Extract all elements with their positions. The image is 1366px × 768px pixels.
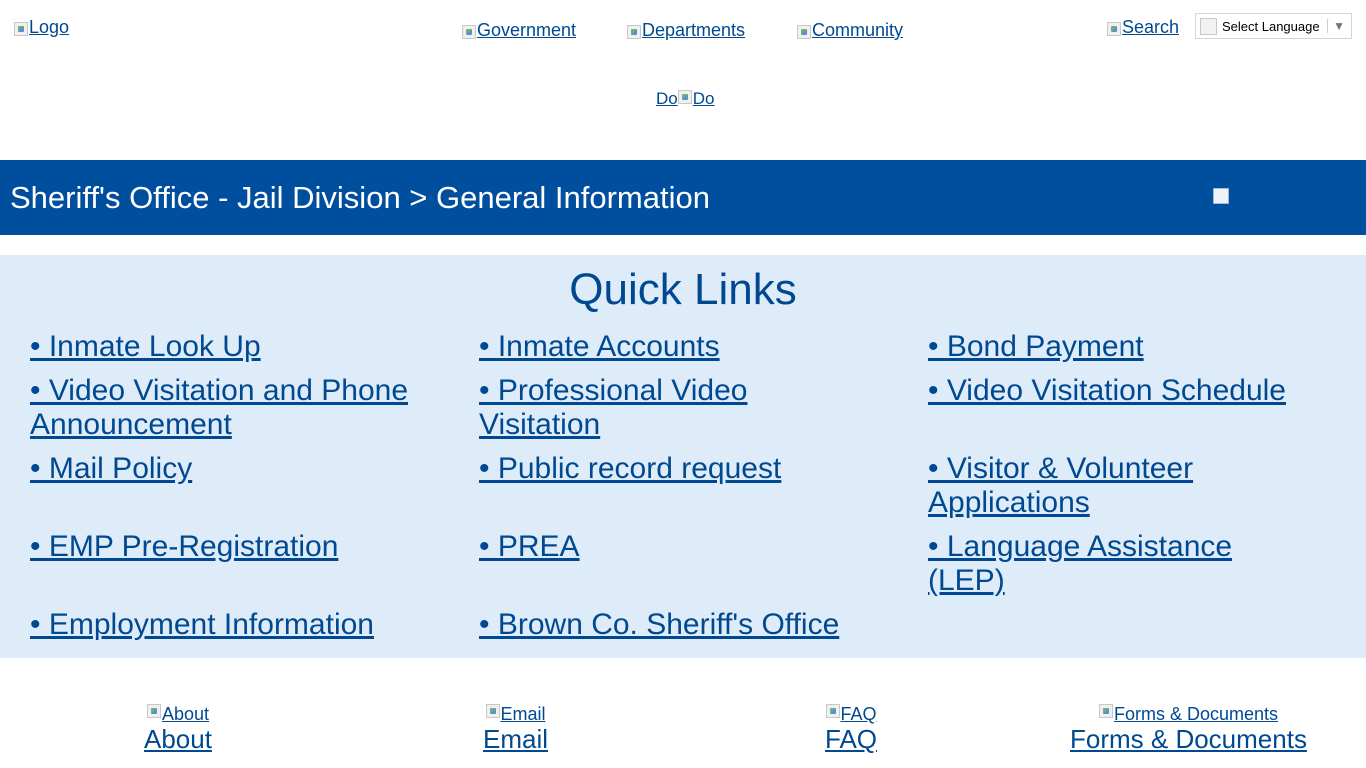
quick-link-emp-pre-registration[interactable]: • EMP Pre-Registration	[30, 530, 339, 563]
quick-link-visitor-volunteer-applications[interactable]: • Visitor & Volunteer Applications	[928, 452, 1194, 519]
dropdown-arrow-icon: ▼	[1327, 19, 1345, 33]
google-translate-icon	[1200, 18, 1217, 35]
about-image	[144, 704, 212, 724]
departments-image-icon	[627, 25, 641, 39]
quick-link-public-record-request[interactable]: • Public record request	[479, 452, 782, 485]
banner-image-icon	[1213, 188, 1229, 204]
center-icon-link-1[interactable]	[656, 89, 678, 109]
nav-community-label: Community	[812, 20, 904, 40]
forms-documents-image	[1070, 704, 1307, 724]
quick-link-bond-payment[interactable]: • Bond Payment	[928, 330, 1144, 363]
logo-link[interactable]	[14, 17, 69, 38]
quick-link-video-visitation-phone[interactable]: • Video Visitation and Phone Announcement	[30, 374, 409, 441]
search-image-icon	[1107, 22, 1121, 36]
footer-forms-documents-label: Forms & Documents	[1070, 724, 1307, 754]
nav-departments-label: Departments	[642, 20, 746, 40]
center-icon-label-2: Do	[692, 89, 715, 108]
community-image-icon	[797, 25, 811, 39]
footer-about-link[interactable]	[144, 704, 212, 754]
quick-link-prea[interactable]: • PREA	[479, 530, 580, 563]
quick-link-video-visitation-schedule[interactable]: • Video Visitation Schedule	[928, 374, 1286, 407]
nav-government-label: Government	[477, 20, 577, 40]
forms-documents-alt-text: Forms & Documents	[1113, 704, 1278, 724]
nav-departments-link[interactable]	[627, 20, 745, 41]
search-alt-text: Search	[1122, 17, 1180, 37]
nav-government-link[interactable]	[462, 20, 576, 41]
footer-about-label: About	[144, 724, 212, 754]
page-title: Sheriff's Office - Jail Division > General Information	[10, 180, 710, 215]
quick-link-mail-policy[interactable]: • Mail Policy	[30, 452, 193, 485]
quick-link-inmate-accounts[interactable]: • Inmate Accounts	[479, 330, 720, 363]
center-icon-link-2[interactable]	[678, 89, 715, 109]
about-image-icon	[147, 704, 161, 718]
nav-community-link[interactable]	[797, 20, 903, 41]
faq-image-icon	[826, 704, 840, 718]
search-link[interactable]	[1107, 17, 1179, 38]
footer-email-link[interactable]	[483, 704, 548, 754]
quick-link-inmate-look-up[interactable]: • Inmate Look Up	[30, 330, 261, 363]
logo-image-icon	[14, 22, 28, 36]
footer-forms-documents-link[interactable]	[1070, 704, 1307, 754]
center-image-icon	[678, 90, 692, 104]
government-image-icon	[462, 25, 476, 39]
quick-links-heading: Quick Links	[569, 265, 797, 314]
footer-faq-link[interactable]	[825, 704, 877, 754]
email-image	[483, 704, 548, 724]
quick-link-professional-video-visitation[interactable]: • Professional Video Visitation	[479, 374, 748, 441]
center-icon-label-1: Do	[656, 89, 678, 108]
faq-image	[825, 704, 877, 724]
quick-link-employment-information[interactable]: • Employment Information	[30, 608, 374, 641]
email-alt-text: Email	[500, 704, 546, 724]
about-alt-text: About	[161, 704, 209, 724]
quick-link-language-assistance[interactable]: • Language Assistance (LEP)	[928, 530, 1233, 597]
language-select-label: Select Language	[1222, 18, 1320, 34]
page-banner	[0, 160, 1366, 235]
footer-email-label: Email	[483, 724, 549, 754]
quick-link-brown-co-sheriffs-office[interactable]: • Brown Co. Sheriff's Office	[479, 608, 840, 641]
footer-faq-label: FAQ	[825, 724, 878, 754]
language-select[interactable]	[1195, 13, 1352, 39]
forms-documents-image-icon	[1099, 704, 1113, 718]
email-image-icon	[486, 704, 500, 718]
logo-alt-text: Logo	[29, 17, 70, 37]
center-icon-links	[656, 89, 714, 109]
faq-alt-text: FAQ	[840, 704, 877, 724]
